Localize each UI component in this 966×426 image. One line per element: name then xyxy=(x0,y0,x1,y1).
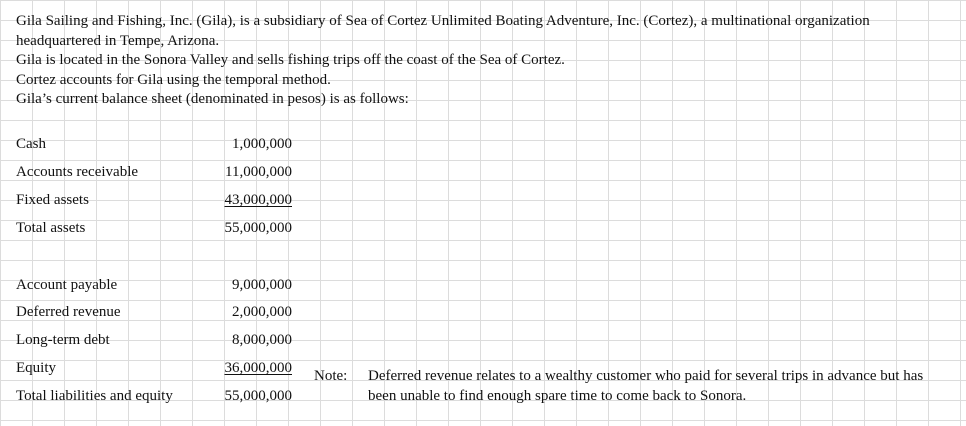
balance-row-deferred-revenue xyxy=(16,301,292,323)
balance-row-fixed-assets xyxy=(16,189,292,211)
balance-row-total-liabilities-equity xyxy=(16,385,292,407)
row-label: Deferred revenue xyxy=(16,304,121,320)
balance-row-equity xyxy=(16,357,292,379)
row-label: Total liabilities and equity xyxy=(16,388,173,404)
row-amount: 36,000,000 xyxy=(224,360,292,376)
row-label: Cash xyxy=(16,136,46,152)
row-amount: 55,000,000 xyxy=(224,220,292,236)
row-label: Fixed assets xyxy=(16,192,89,208)
intro-line-4: Gila’s current balance sheet (denominated in pesos) is as follows: xyxy=(16,91,409,107)
row-label: Total assets xyxy=(16,220,86,236)
row-amount: 1,000,000 xyxy=(232,136,292,152)
balance-row-accounts-receivable xyxy=(16,161,292,183)
balance-row-account-payable xyxy=(16,274,292,296)
intro-line-3: Cortez accounts for Gila using the temporal method. xyxy=(16,71,331,88)
row-label: Accounts receivable xyxy=(16,164,139,180)
balance-row-total-assets xyxy=(16,217,292,239)
note-text: Deferred revenue relates to a wealthy customer who paid for several trips in advance but has been unable to find enough spare time to come back to Sonora. xyxy=(368,368,924,404)
row-label: Equity xyxy=(16,360,56,376)
balance-row-cash xyxy=(16,133,292,155)
intro-text xyxy=(16,12,946,110)
intro-line-1: Gila Sailing and Fishing, Inc. (Gila), is a subsidiary of Sea of Cortez Unlimited Boating Adventure, Inc. (Cortez), a multinational organization headquartered in Tempe, Arizona. xyxy=(16,13,870,49)
balance-row-long-term-debt xyxy=(16,329,292,351)
row-amount: 2,000,000 xyxy=(232,304,292,320)
row-amount: 43,000,000 xyxy=(224,192,292,208)
note-label: Note: xyxy=(314,368,348,384)
row-label: Account payable xyxy=(16,277,118,293)
row-amount: 9,000,000 xyxy=(232,277,292,293)
row-amount: 55,000,000 xyxy=(224,388,292,404)
row-amount: 8,000,000 xyxy=(232,332,292,348)
row-label: Long-term debt xyxy=(16,332,110,348)
row-amount: 11,000,000 xyxy=(225,164,292,180)
intro-line-2: Gila is located in the Sonora Valley and sells fishing trips off the coast of the Sea of Cortez. xyxy=(16,52,565,68)
